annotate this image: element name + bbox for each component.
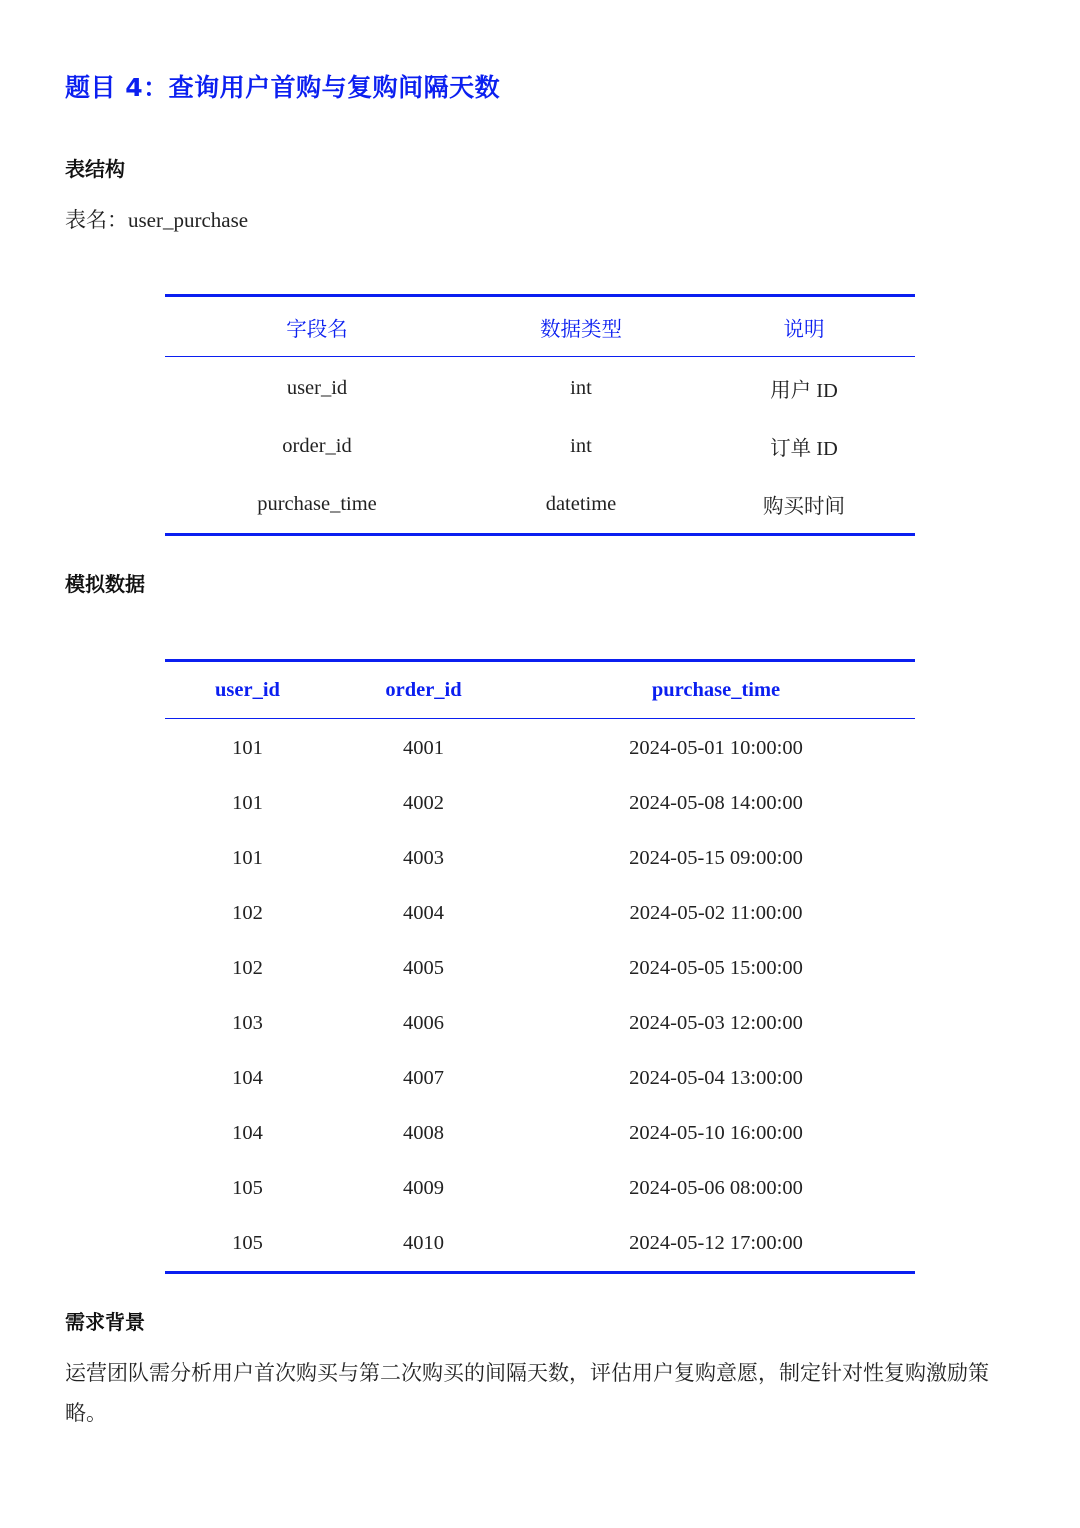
page-title: 题目 4：查询用户首购与复购间隔天数 [65,73,501,102]
table-cell: int [570,376,592,399]
mock-header-user-id: user_id [215,678,280,701]
table-cell: 101 [232,847,263,869]
mock-data-table [165,659,915,1274]
table-cell: 103 [232,1012,263,1034]
table-cell: 购买时间 [763,496,845,518]
schema-header-type: 数据类型 [540,318,622,341]
mock-header-row [165,661,915,719]
table-cell: 104 [232,1067,263,1089]
table-name-label: 表名：user_purchase [65,208,249,232]
table-row [165,1051,915,1106]
table-cell: 2024-05-15 09:00:00 [629,847,803,869]
table-cell: 4007 [403,1067,444,1089]
table-cell: 2024-05-10 16:00:00 [629,1122,803,1144]
table-cell: 104 [232,1122,263,1144]
table-row [165,1216,915,1273]
table-cell: 4003 [403,847,444,869]
table-cell: 4005 [403,957,444,979]
background-paragraph: 运营团队需分析用户首次购买与第二次购买的间隔天数，评估用户复购意愿，制定针对性复购激励策略。 [65,1361,989,1425]
schema-table [165,294,915,536]
table-cell: 102 [232,957,263,979]
table-row [165,475,915,535]
table-row [165,996,915,1051]
table-cell: 2024-05-02 11:00:00 [629,902,803,924]
table-cell: 4001 [403,737,444,759]
table-row [165,1161,915,1216]
table-cell: 2024-05-04 13:00:00 [629,1067,803,1089]
table-row [165,941,915,996]
table-cell: 2024-05-06 08:00:00 [629,1177,803,1199]
table-cell: purchase_time [257,492,377,515]
table-cell: int [570,434,592,457]
table-cell: 105 [232,1177,263,1199]
schema-header-row [165,296,915,357]
table-cell: 订单 ID [770,438,838,460]
mock-data-heading: 模拟数据 [65,572,145,596]
schema-header-field: 字段名 [286,318,348,341]
table-structure-heading: 表结构 [65,157,125,181]
table-cell: 4006 [403,1012,444,1034]
table-row [165,831,915,886]
table-cell: 2024-05-08 14:00:00 [629,792,803,814]
table-row [165,1106,915,1161]
table-cell: 4009 [403,1177,444,1199]
table-cell: 2024-05-01 10:00:00 [629,737,803,759]
table-cell: 用户 ID [770,380,838,402]
table-row [165,719,915,777]
table-cell: 2024-05-03 12:00:00 [629,1012,803,1034]
table-row [165,357,915,418]
table-cell: 102 [232,902,263,924]
table-cell: 4010 [403,1232,444,1254]
mock-header-order-id: order_id [385,678,462,701]
table-cell: 4002 [403,792,444,814]
mock-header-purchase-time: purchase_time [651,678,781,701]
table-row [165,776,915,831]
table-cell: 101 [232,737,263,759]
table-cell: order_id [282,434,352,457]
table-row [165,417,915,475]
table-cell: 4008 [403,1122,444,1144]
table-row [165,886,915,941]
table-cell: user_id [286,376,348,399]
background-heading: 需求背景 [65,1310,145,1334]
table-cell: 4004 [403,902,444,924]
table-cell: 2024-05-12 17:00:00 [629,1232,803,1254]
schema-header-desc: 说明 [783,318,825,341]
table-cell: 101 [232,792,263,814]
table-cell: 2024-05-05 15:00:00 [629,957,803,979]
table-cell: 105 [232,1232,263,1254]
table-cell: datetime [545,492,617,515]
